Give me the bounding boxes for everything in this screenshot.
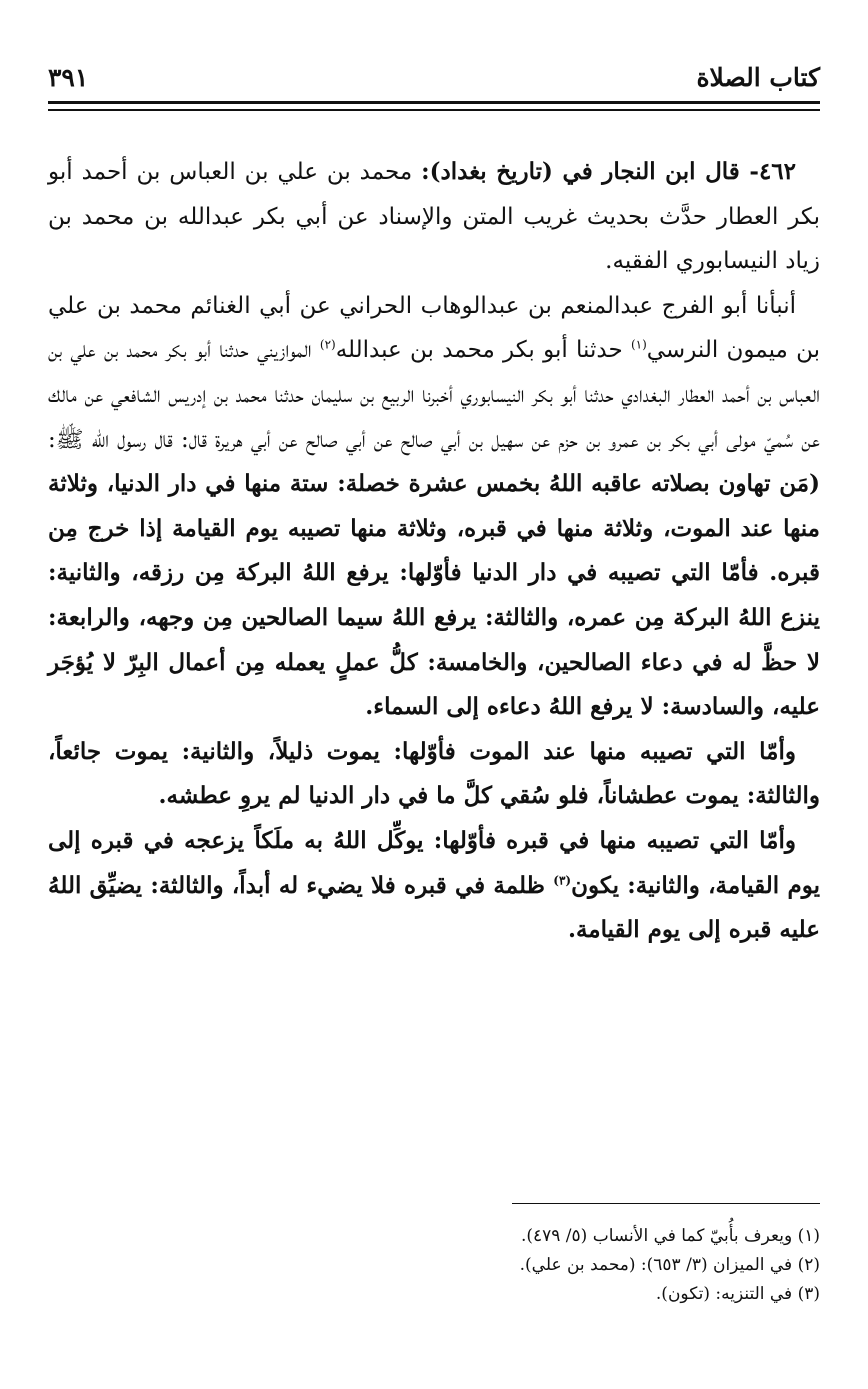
isnad-part-b: حدثنا أبو بكر محمد بن عبدالله	[335, 337, 631, 364]
paragraph-4-part-b: ظلمة في قبره فلا يضيء له أبداً، والثالثة: يضيِّق اللهُ عليه قبره إلى يوم القيامة.	[48, 871, 820, 944]
running-title: كتاب الصلاة	[696, 63, 820, 92]
isnad-part-c: الموازيني حدثنا أبو بكر محمد بن علي بن العباس بن أحمد العطار البغدادي حدثنا أبو بكر النيسابوري أخبرنا الربيع بن سليمان حدثنا محمد بن إدريس الشافعي عن مالك عن سُميّ مولى أبي بكر بن عمرو بن حزم عن سهيل بن أبي صالح عن أبي صالح عن أبي هريرة قال: قال رسول الله ﷺ:	[48, 337, 820, 453]
paragraph-4-part-a: وأمّا التي تصيبه منها في قبره فأوّلها: يوكِّل اللهُ به ملَكاً يزعجه في قبره إلى يوم القيامة، والثانية: يكون	[48, 826, 820, 899]
header-rule-thick	[48, 101, 820, 104]
paragraph-4	[48, 819, 820, 953]
header-rule-thin	[48, 109, 820, 111]
paragraph-1	[48, 150, 820, 284]
page-number: ٣٩١	[48, 63, 89, 92]
paragraph-2	[48, 284, 820, 730]
isnad-part-a: أنبأنا أبو الفرج عبدالمنعم بن عبدالوهاب الحراني عن أبي الغنائم محمد بن علي بن ميمون النرسي	[48, 292, 821, 364]
paragraph-1-text: محمد بن علي بن العباس بن أحمد أبو بكر العطار حدَّث بحديث غريب المتن والإسناد عن أبي بكر عبدالله بن محمد بن زياد النيسابوري الفقيه.	[48, 159, 820, 275]
footnote-2: (٢) في الميزان (٣/ ٦٥٣): (محمد بن علي).	[519, 1255, 820, 1275]
paragraph-3: وأمّا التي تصيبه منها عند الموت فأوّلها: يموت ذليلاً، والثانية: يموت جائعاً، والثالثة: يموت عطشاناً، فلو سُقي كلَّ ما في دار الدنيا لم يروِ عطشه.	[48, 737, 820, 810]
footnote-ref-3[interactable]: (٣)	[553, 872, 572, 887]
entry-heading: ٤٦٢- قال ابن النجار في (تاريخ بغداد):	[421, 158, 796, 185]
footnote-3: (٣) في التنزيه: (تكون).	[655, 1284, 820, 1304]
main-text	[48, 150, 820, 953]
footnote-separator	[512, 1203, 820, 1204]
page-header	[48, 50, 820, 92]
hadith-text: (مَن تهاون بصلاته عاقبه اللهُ بخمس عشرة خصلة: ستة منها في دار الدنيا، وثلاثة منها عند الموت، وثلاثة منها في قبره، وثلاثة منها تصيبه يوم القيامة إذا خرج مِن قبره. فأمّا التي تصيبه في دار الدنيا فأوّلها: يرفع اللهُ البركة مِن رزقه، والثانية: ينزع اللهُ البركة مِن عمره، والثالثة: يرفع اللهُ سيما الصالحين مِن وجهه، والرابعة: لا حظَّ له في دعاء الصالحين، والخامسة: كلُّ عملٍ يعمله مِن أعمال البِرّ لا يُؤجَر عليه، والسادسة: لا يرفع اللهُ دعاءه إلى السماء.	[48, 470, 820, 721]
footnote-ref-2[interactable]: (٢)	[319, 337, 336, 352]
footnote-ref-1[interactable]: (١)	[630, 337, 647, 352]
footnote-1: (١) ويعرف بأُبيّ كما في الأنساب (٥/ ٤٧٩).	[520, 1226, 820, 1246]
footnotes	[300, 1222, 820, 1309]
